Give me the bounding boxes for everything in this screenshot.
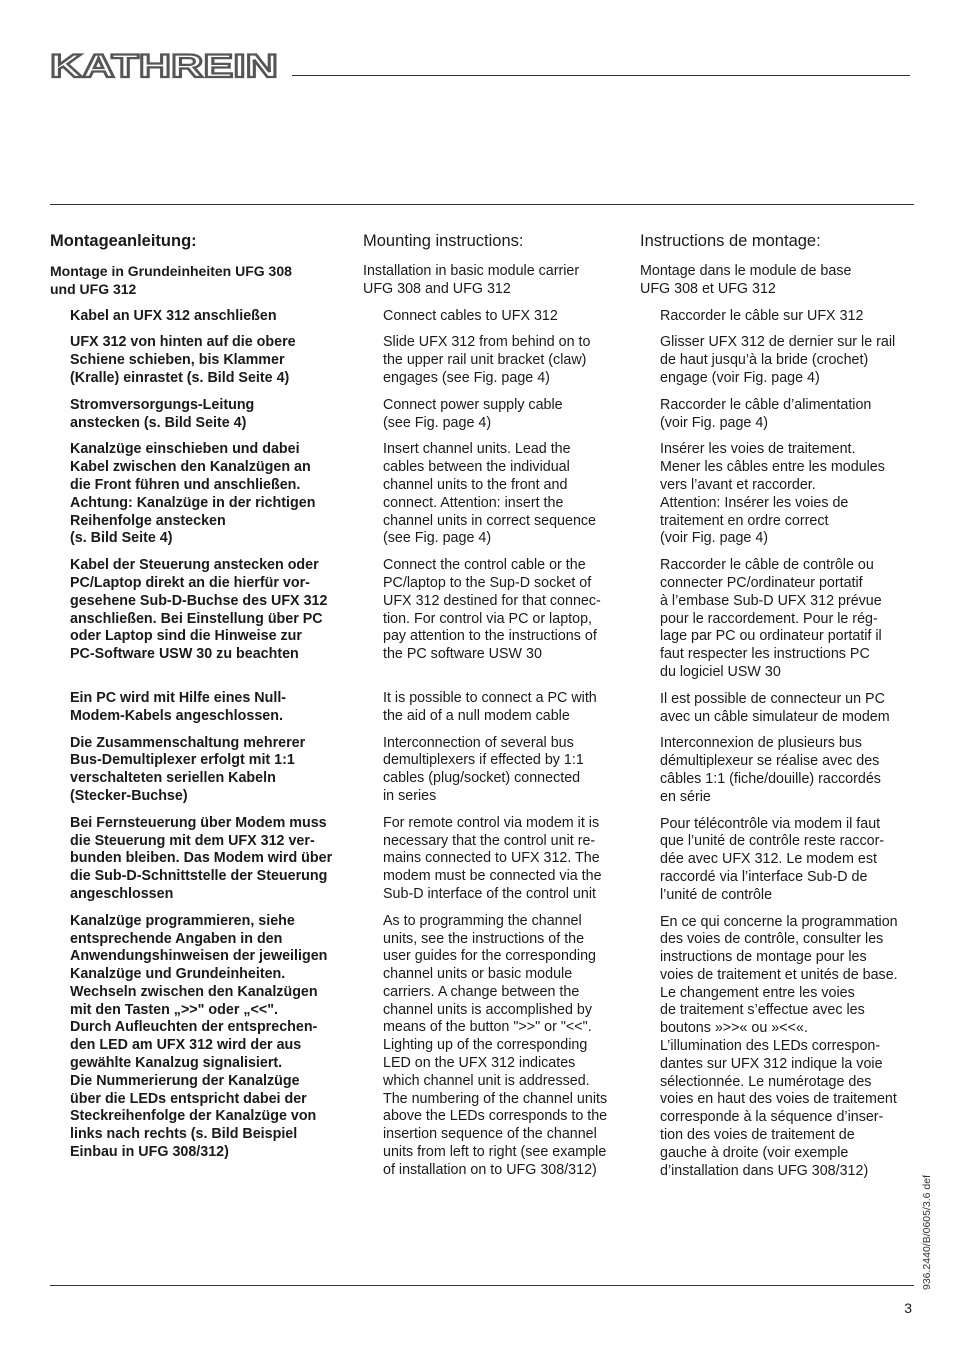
german-heading: Montageanleitung: bbox=[50, 232, 197, 250]
top-divider bbox=[50, 204, 914, 205]
french-step: Glisser UFX 312 de dernier sur le rail de haut jusqu’à la bride (crochet) engage (voir Fig. page 4) bbox=[660, 334, 896, 386]
german-step: Bei Fernsteuerung über Modem muss die Steuerung mit dem UFX 312 ver- bunden bleiben. Das Modem wird über die Sub-D-Schnittstelle der Steuerung angeschlossen bbox=[70, 814, 333, 902]
english-step: Connect the control cable or the PC/laptop to the Sup-D socket of UFX 312 destined for that connec- tion. For control via PC or laptop, pay attention to the instructions of the PC software USW 30 bbox=[383, 557, 601, 663]
french-step: Raccorder le câble sur UFX 312 bbox=[660, 307, 864, 324]
kathrein-logo bbox=[50, 50, 280, 80]
english-step: Connect cables to UFX 312 bbox=[383, 307, 558, 324]
english-step: Connect power supply cable (see Fig. page 4) bbox=[383, 396, 563, 431]
german-step: Stromversorgungs-Leitung anstecken (s. Bild Seite 4) bbox=[70, 396, 255, 431]
page-number: 3 bbox=[904, 1300, 912, 1316]
document-code: 936.2440/B/0605/3.6 def bbox=[921, 1174, 933, 1290]
german-step: Kabel der Steuerung anstecken oder PC/Laptop direkt an die hierfür vor- gesehene Sub-D-Buchse des UFX 312 anschließen. Bei Einstellung über PC oder Laptop sind die Hinweise zur PC-Software USW 30 zu beachten bbox=[70, 557, 328, 663]
french-step: Raccorder le câble de contrôle ou connecter PC/ordinateur portatif à l’embase Sub-D UFX 312 prévue pour le raccordement. Pour le rég- lage par PC ou ordinateur portatif il faut respecter les instructions PC du logiciel USW 30 bbox=[660, 557, 882, 680]
german-step: Kabel an UFX 312 anschließen bbox=[70, 307, 277, 324]
french-heading: Instructions de montage: bbox=[640, 232, 821, 250]
french-step: Il est possible de connecteur un PC avec un câble simulateur de modem bbox=[660, 690, 890, 725]
english-step: It is possible to connect a PC with the aid of a null modem cable bbox=[383, 689, 597, 724]
german-step: Ein PC wird mit Hilfe eines Null- Modem-Kabels angeschlossen. bbox=[70, 689, 287, 724]
english-heading: Mounting instructions: bbox=[363, 232, 524, 250]
german-step: UFX 312 von hinten auf die obere Schiene schieben, bis Klammer (Kralle) einrastet (s. Bild Seite 4) bbox=[70, 334, 296, 386]
english-subheading: Installation in basic module carrier UFG 308 and UFG 312 bbox=[363, 263, 580, 297]
english-column bbox=[363, 231, 621, 1189]
german-subheading: Montage in Grundeinheiten UFG 308 und UFG 312 bbox=[50, 263, 292, 297]
german-step: Kanalzüge programmieren, siehe entsprechende Angaben in den Anwendungshinweisen der jeweiligen Kanalzüge und Grundeinheiten. Wechseln zwischen den Kanalzügen mit den Tasten „>>" oder „<<". Durch Aufleuchten der entsprechen- den LED am UFX 312 wird der aus gewählte Kanalzug signalisiert. Die Nummerierung der Kanalzüge über die LEDs entspricht dabei der Steckreihenfolge der Kanalzüge von links nach rechts (s. Bild Beispiel Einbau in UFG 308/312) bbox=[70, 912, 328, 1161]
french-step: Pour télécontrôle via modem il faut que l’unité de contrôle reste raccor- dée avec UFX 312. Le modem est raccordé via l’interface Sub-D de l’unité de contrôle bbox=[660, 815, 885, 903]
french-step: Insérer les voies de traitement. Mener les câbles entre les modules vers l’avant et raccorder. Attention: Insérer les voies de traitement en ordre correct (voir Fig. page 4) bbox=[660, 441, 885, 547]
german-step: Die Zusammenschaltung mehrerer Bus-Demultiplexer erfolgt mit 1:1 verschalteten seriellen Kabeln (Stecker-Buchse) bbox=[70, 734, 306, 804]
logo-text: KATHREIN bbox=[50, 50, 278, 80]
german-step: Kanalzüge einschieben und dabei Kabel zwischen den Kanalzügen an die Front führen und anschließen. Achtung: Kanalzüge in der richtigen Reihenfolge anstecken (s. Bild Seite 4) bbox=[70, 441, 316, 547]
german-column bbox=[50, 231, 350, 1171]
english-step: For remote control via modem it is necessary that the control unit re- mains connected to UFX 312. The modem must be connected via the Sub-D interface of the control unit bbox=[383, 814, 602, 902]
english-step: Slide UFX 312 from behind on to the upper rail unit bracket (claw) engages (see Fig. page 4) bbox=[383, 334, 591, 386]
english-step: Interconnection of several bus demultiplexers if effected by 1:1 cables (plug/socket) connected in series bbox=[383, 734, 584, 804]
french-step: Raccorder le câble d’alimentation (voir Fig. page 4) bbox=[660, 396, 872, 431]
french-step: Interconnexion de plusieurs bus démultiplexeur se réalise avec des câbles 1:1 (fiche/douille) raccordés en série bbox=[660, 735, 881, 805]
english-step: As to programming the channel units, see the instructions of the user guides for the corresponding channel units or basic module carriers. A change between the channel units is accomplished by means of the button ">>" or "<<". Lighting up of the corresponding LED on the UFX 312 indicates which channel unit is addressed. The numbering of the channel units above the LEDs corresponds to the insertion sequence of the channel units from left to right (see example of installation on to UFG 308/312) bbox=[383, 912, 608, 1178]
french-step: En ce qui concerne la programmation des voies de contrôle, consulter les instructions de montage pour les voies de traitement et unités de base. Le changement entre les voies de traitement s’effectue avec les boutons »>>« ou »<<«. L’illumination des LEDs correspon- dantes sur UFX 312 indique la voie sélectionnée. Le numérotage des voies en haut des voies de traitement corresponde à la séquence d’inser- tion des voies de traitement de gauche à droite (voir exemple d’installation dans UFG 308/312) bbox=[660, 913, 898, 1179]
bottom-divider bbox=[50, 1285, 914, 1286]
english-step: Insert channel units. Lead the cables between the individual channel units to the front and connect. Attention: insert the channel units in correct sequence (see Fig. page 4) bbox=[383, 441, 596, 547]
french-subheading: Montage dans le module de base UFG 308 et UFG 312 bbox=[640, 263, 852, 297]
header-rule bbox=[292, 75, 910, 76]
french-column bbox=[640, 231, 912, 1189]
